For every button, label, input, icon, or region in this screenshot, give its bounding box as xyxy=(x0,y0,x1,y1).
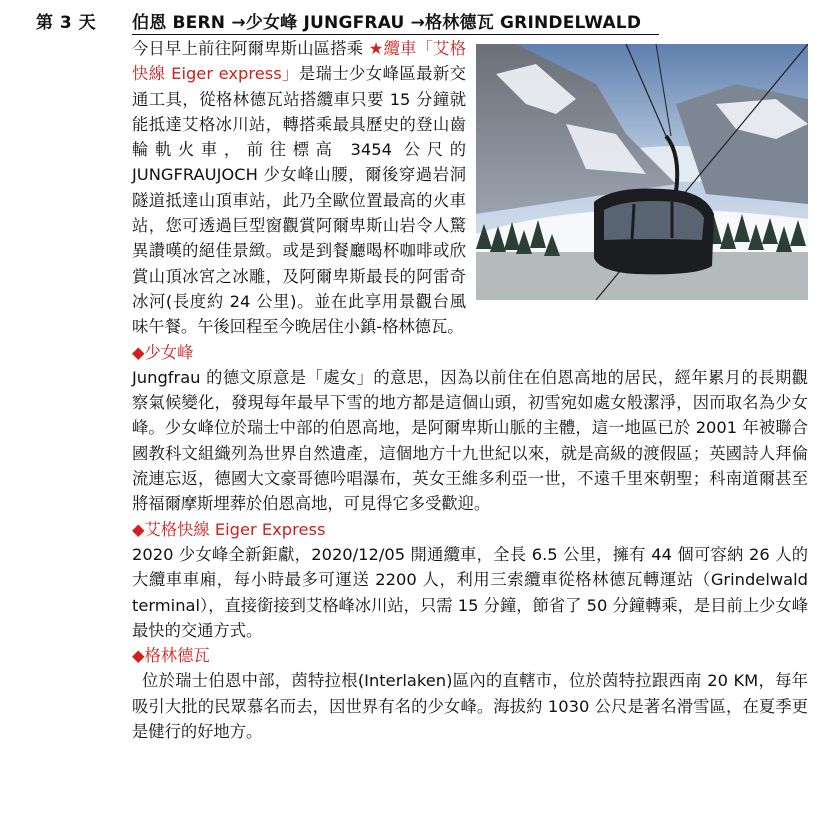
route-title xyxy=(132,8,659,35)
section-body-jungfrau: Jungfrau 的德文原意是「處女」的意思，因為以前住在伯恩高地的居民，經年累月的長期觀察氣候變化，發現每年最早下雪的地方都是這個山頭，初雪宛如處女般潔淨，因而取名為少女峰。少女峰位於瑞士中部的伯恩高地，是阿爾卑斯山脈的主體，這一地區已於 2001 年被聯合國教科文組織列為世界自然遺產，這個地方十九世紀以來，就是高級的渡假區；英國詩人拜倫流連忘返，德國大文豪哥德吟唱瀑布，英女王維多利亞一世，不遠千里來朝聖；科南道爾甚至將福爾摩斯埋葬於伯恩高地，可見得它多受歡迎。 xyxy=(132,367,808,514)
section-body-grindelwald: 位於瑞士伯恩中部，茵特拉根(Interlaken)區內的直轄市，位於茵特拉跟西南 20 KM，每年吸引大批的民眾慕名而去，因世界有名的少女峰。海拔約 1030 公尺是著名滑雪區，在夏季更是健行的好地方。 xyxy=(132,671,808,742)
itinerary-content xyxy=(132,36,808,744)
section-heading-grindelwald: ◆格林德瓦 xyxy=(132,646,210,666)
eiger-express-highlight: ★纜車「艾格快線 Eiger express」 xyxy=(132,39,466,84)
intro-body: 是瑞士少女峰區最新交通工具，從格林德瓦站搭纜車只要 15 分鐘就能抵達艾格冰川站，轉搭乘最具歷史的登山齒輪軌火車，前往標高 3454 公尺的 JUNGFRAUJOCH 少女峰山腰，爾後穿過岩洞隧道抵達山頂車站，此乃全歐位置最高的火車站，您可透過巨型窗觀賞阿爾卑斯山岩令人驚異讚嘆的絕佳景緻。或是到餐廳喝杯咖啡或欣賞山頂冰宮之冰雕，及阿爾卑斯最長的阿雷奇冰河(長度約 24 公里)。並在此享用景觀台風味午餐。午後回程至今晚居住小鎮-格林德瓦。 xyxy=(132,64,466,337)
section-body-eiger-express: 2020 少女峰全新鉅獻，2020/12/05 開通纜車，全長 6.5 公里，擁有 44 個可容納 26 人的大纜車車廂，每小時最多可運送 2200 人，利用三索纜車從格林德瓦轉運站（Grindelwald terminal），直接銜接到艾格峰冰川站，只需 15 分鐘，節省了 50 分鐘轉乘，是目前上少女峰最快的交通方式。 xyxy=(132,544,808,640)
intro-lead: 今日早上前往阿爾卑斯山區搭乘 xyxy=(132,39,369,58)
day-label: 第 3 天 xyxy=(36,13,97,33)
route-title-text: 伯恩 BERN →少女峰 JUNGFRAU →格林德瓦 GRINDELWALD xyxy=(132,13,642,33)
gondola-photo xyxy=(476,44,808,300)
section-heading-eiger-express: ◆艾格快線 Eiger Express xyxy=(132,519,326,539)
section-heading-jungfrau: ◆少女峰 xyxy=(132,342,194,362)
gondola-cable-car-icon xyxy=(476,44,808,300)
